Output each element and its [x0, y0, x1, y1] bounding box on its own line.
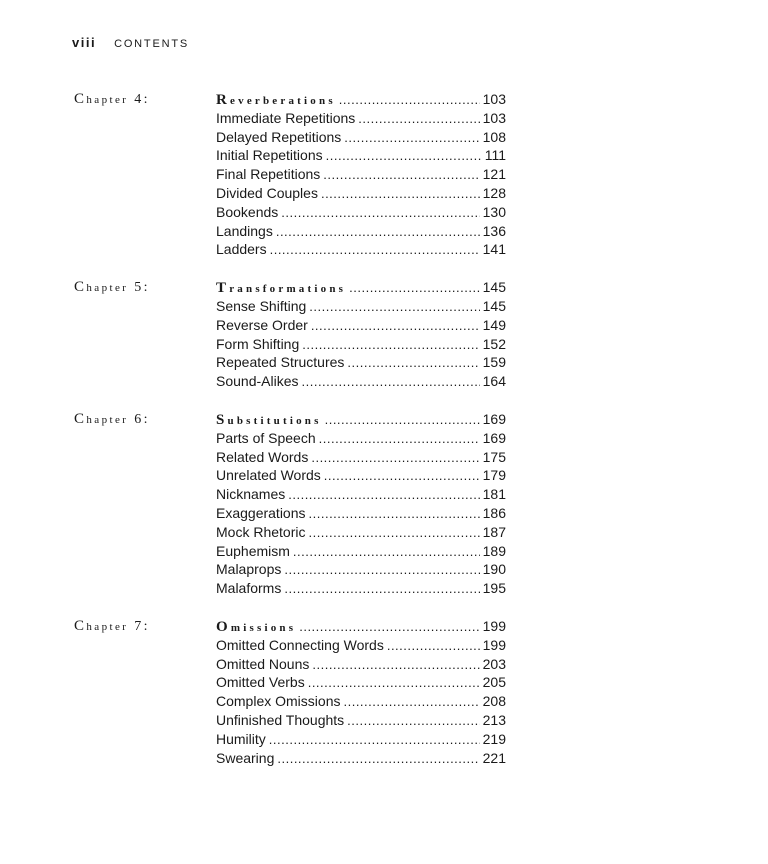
chapter-number: 6: — [134, 411, 150, 427]
toc-entry[interactable] — [216, 466, 506, 485]
chapter-label-initial: C — [74, 617, 87, 634]
toc-entry-title: Initial Repetitions — [216, 147, 323, 164]
toc-entry[interactable] — [216, 579, 506, 598]
toc-entry-title: Parts of Speech — [216, 429, 316, 446]
toc-entry-page: 149 — [482, 316, 506, 333]
chapter-heading-rest: everberations — [230, 95, 336, 107]
dot-leader — [344, 129, 479, 148]
dot-leader — [358, 110, 479, 129]
chapter-block — [0, 410, 768, 598]
toc-entry-title: Bookends — [216, 203, 279, 220]
dot-leader — [308, 524, 479, 543]
chapter-heading-initial: S — [216, 411, 228, 428]
toc-entry-page: 164 — [482, 373, 506, 390]
toc-entry-page: 103 — [482, 109, 506, 126]
dot-leader — [325, 411, 480, 430]
toc-entry[interactable] — [216, 485, 506, 504]
toc-entry[interactable] — [216, 730, 506, 749]
chapter-number: 7: — [134, 618, 150, 634]
chapter-heading-rest: missions — [230, 621, 297, 634]
toc-entry-page: 195 — [482, 580, 506, 597]
dot-leader — [349, 279, 480, 298]
dot-leader — [269, 731, 480, 750]
toc-entry-title: Delayed Repetitions — [216, 128, 342, 145]
dot-leader — [276, 223, 480, 242]
dot-leader — [284, 561, 479, 580]
toc-entry-title: Sound-Alikes — [216, 373, 299, 390]
chapter-block — [0, 278, 768, 391]
dot-leader — [324, 467, 480, 486]
dot-leader — [311, 449, 479, 468]
toc-entry-page: 128 — [482, 184, 506, 201]
toc-entry-title: Final Repetitions — [216, 166, 321, 183]
toc-entry[interactable] — [216, 184, 506, 203]
toc-entry-title: Landings — [216, 222, 273, 239]
dot-leader — [270, 241, 480, 260]
chapter-heading-page: 169 — [482, 410, 506, 427]
chapter-label-initial: C — [74, 410, 87, 427]
toc-entry-title: Repeated Structures — [216, 354, 345, 371]
chapter-label — [0, 278, 216, 391]
toc-entry-title: Swearing — [216, 749, 275, 766]
chapter-label-rest: hapter — [86, 413, 129, 426]
toc-entry[interactable] — [216, 673, 506, 692]
toc-entry-title: Malaforms — [216, 580, 282, 597]
toc-entry[interactable] — [216, 222, 506, 241]
toc-entry-page: 169 — [482, 429, 506, 446]
toc-entry-page: 175 — [482, 448, 506, 465]
toc-entry[interactable] — [216, 240, 506, 259]
toc-entry-page: 221 — [482, 749, 506, 766]
toc-entry[interactable] — [216, 523, 506, 542]
dot-leader — [343, 693, 479, 712]
toc-entry[interactable] — [216, 711, 506, 730]
chapter-block — [0, 90, 768, 259]
chapter-heading-page: 145 — [482, 279, 506, 296]
chapter-label-rest: hapter — [86, 94, 129, 106]
toc-entry-page: 121 — [482, 166, 506, 183]
toc-entry-page: 213 — [482, 711, 506, 728]
chapter-number: 4: — [134, 92, 150, 107]
toc-entry-title: Reverse Order — [216, 316, 308, 333]
dot-leader — [299, 618, 479, 637]
toc-entry-page: 108 — [482, 128, 506, 145]
toc-entry-title: Divided Couples — [216, 184, 318, 201]
dot-leader — [293, 543, 480, 562]
toc-entry-page: 199 — [482, 636, 506, 653]
toc-entry-title: Unrelated Words — [216, 467, 321, 484]
toc-entry[interactable] — [216, 636, 506, 655]
dot-leader — [288, 486, 479, 505]
toc-entry[interactable] — [216, 448, 506, 467]
toc-entry-page: 145 — [482, 297, 506, 314]
chapter-label — [0, 617, 216, 767]
toc-entry-page: 136 — [482, 222, 506, 239]
chapter-entries — [216, 617, 506, 767]
dot-leader — [319, 430, 480, 449]
toc-entry[interactable] — [216, 504, 506, 523]
dot-leader — [284, 580, 479, 599]
chapter-heading-initial: O — [216, 618, 231, 635]
toc-entry-page: 219 — [482, 730, 506, 747]
toc-entry[interactable] — [216, 560, 506, 579]
table-of-contents — [0, 90, 768, 786]
dot-leader — [281, 204, 479, 223]
toc-entry-title: Complex Omissions — [216, 693, 341, 710]
toc-entry-title: Malaprops — [216, 561, 282, 578]
chapter-heading[interactable] — [216, 90, 506, 109]
chapter-block — [0, 617, 768, 767]
toc-entry-page: 208 — [482, 693, 506, 710]
dot-leader — [326, 147, 482, 166]
toc-entry-title: Omitted Connecting Words — [216, 636, 384, 653]
toc-entry[interactable] — [216, 165, 506, 184]
chapter-label-rest: hapter — [86, 282, 129, 295]
toc-entry-page: 186 — [482, 504, 506, 521]
chapter-label — [0, 90, 216, 259]
toc-entry-page: 190 — [482, 561, 506, 578]
dot-leader — [308, 674, 480, 693]
chapter-heading-rest: ransformations — [229, 283, 347, 296]
toc-entry-title: Ladders — [216, 241, 267, 258]
toc-entry-title: Sense Shifting — [216, 297, 307, 314]
toc-entry-page: 159 — [482, 354, 506, 371]
dot-leader — [311, 317, 480, 336]
dot-leader — [277, 750, 479, 769]
toc-entry[interactable] — [216, 542, 506, 561]
dot-leader — [339, 91, 480, 110]
chapter-heading[interactable] — [216, 410, 506, 429]
toc-entry-title: Mock Rhetoric — [216, 523, 306, 540]
toc-entry[interactable] — [216, 109, 506, 128]
toc-entry[interactable] — [216, 429, 506, 448]
chapter-entries — [216, 410, 506, 598]
toc-entry[interactable] — [216, 297, 506, 316]
running-head — [72, 35, 189, 50]
chapter-heading-initial: T — [216, 280, 230, 297]
toc-entry-title: Nicknames — [216, 486, 286, 503]
toc-entry-page: 187 — [482, 523, 506, 540]
chapter-label — [0, 410, 216, 598]
chapter-number: 5: — [134, 280, 150, 296]
chapter-heading[interactable] — [216, 278, 506, 297]
toc-entry[interactable] — [216, 692, 506, 711]
toc-entry-page: 152 — [482, 335, 506, 352]
toc-entry-title: Form Shifting — [216, 335, 300, 352]
chapter-entries — [216, 90, 506, 259]
chapter-heading[interactable] — [216, 617, 506, 636]
dot-leader — [347, 712, 479, 731]
running-title: CONTENTS — [114, 38, 189, 50]
toc-entry-page: 179 — [482, 467, 506, 484]
chapter-heading-page: 103 — [482, 91, 506, 107]
chapter-label-initial: C — [74, 279, 87, 296]
dot-leader — [309, 298, 479, 317]
dot-leader — [387, 637, 480, 656]
chapter-heading-initial: R — [216, 92, 231, 108]
toc-entry-page: 203 — [482, 655, 506, 672]
toc-entry-page: 181 — [482, 486, 506, 503]
toc-entry-page: 189 — [482, 542, 506, 559]
dot-leader — [302, 336, 479, 355]
toc-entry[interactable] — [216, 316, 506, 335]
toc-entry-page: 205 — [482, 674, 506, 691]
toc-entry[interactable] — [216, 146, 506, 165]
toc-entry[interactable] — [216, 353, 506, 372]
toc-entry[interactable] — [216, 655, 506, 674]
dot-leader — [302, 373, 480, 392]
chapter-label-initial: C — [74, 91, 87, 107]
toc-entry-title: Unfinished Thoughts — [216, 711, 345, 728]
toc-entry[interactable] — [216, 749, 506, 768]
toc-entry[interactable] — [216, 203, 506, 222]
chapter-heading-page: 199 — [482, 617, 506, 634]
dot-leader — [312, 656, 479, 675]
toc-entry-title: Omitted Verbs — [216, 674, 305, 691]
dot-leader — [323, 166, 479, 185]
page-number: viii — [72, 35, 97, 50]
dot-leader — [321, 185, 480, 204]
dot-leader — [347, 354, 479, 373]
toc-entry-title: Euphemism — [216, 542, 290, 559]
toc-entry[interactable] — [216, 372, 506, 391]
toc-entry[interactable] — [216, 128, 506, 147]
toc-entry-page: 111 — [484, 147, 506, 164]
toc-entry-page: 130 — [482, 203, 506, 220]
toc-entry[interactable] — [216, 335, 506, 354]
toc-entry-title: Exaggerations — [216, 504, 306, 521]
toc-entry-title: Related Words — [216, 448, 309, 465]
dot-leader — [309, 505, 480, 524]
chapter-heading-rest: ubstitutions — [227, 414, 322, 427]
toc-entry-page: 141 — [482, 241, 506, 258]
toc-entry-title: Omitted Nouns — [216, 655, 310, 672]
toc-entry-title: Immediate Repetitions — [216, 109, 356, 126]
chapter-entries — [216, 278, 506, 391]
toc-entry-title: Humility — [216, 730, 266, 747]
chapter-label-rest: hapter — [86, 620, 129, 633]
